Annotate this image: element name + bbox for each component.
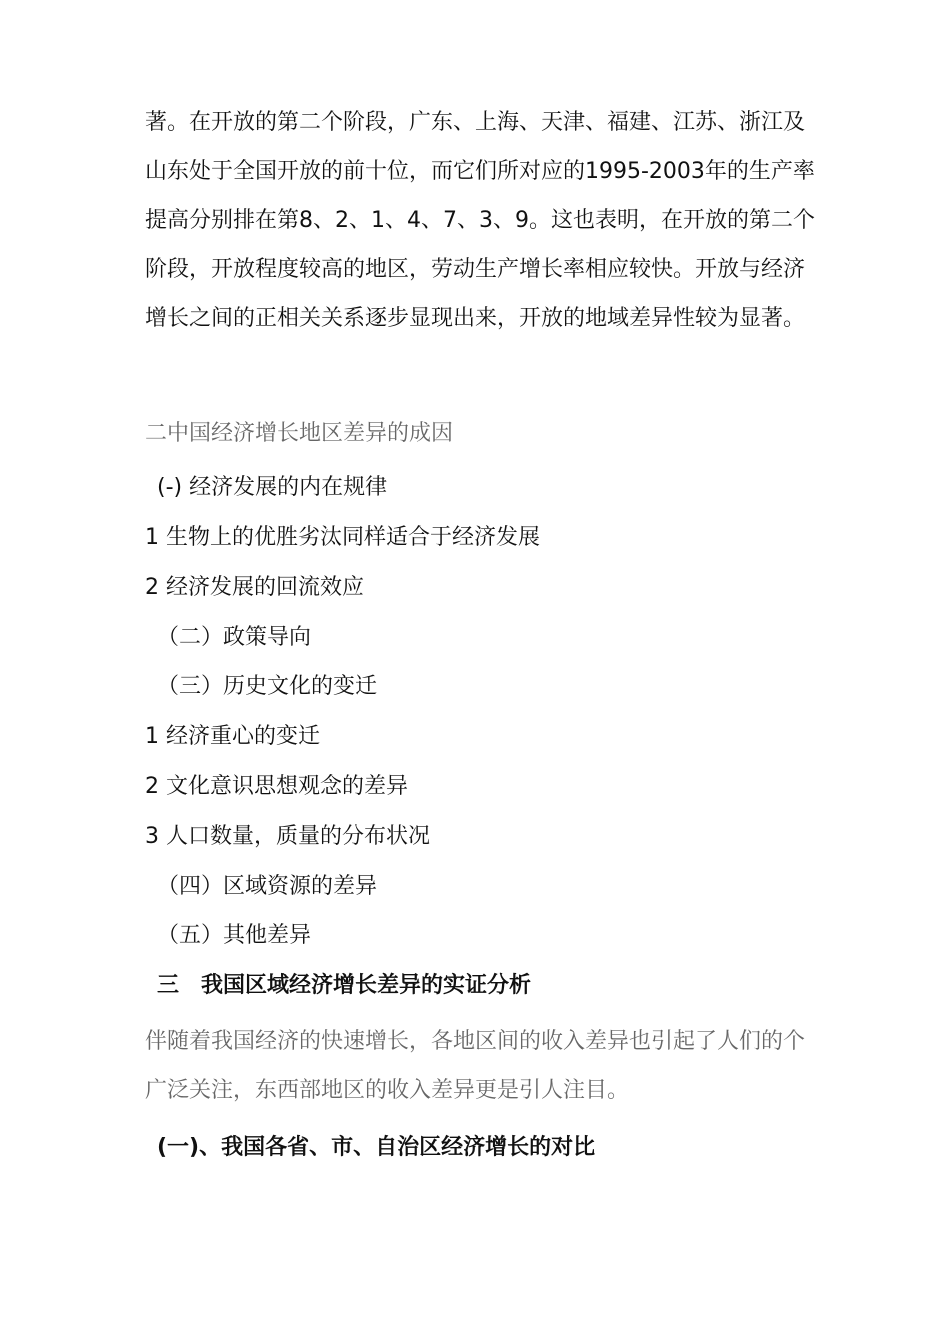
outline-item: （四）区域资源的差异 xyxy=(157,874,378,899)
section-heading: 二中国经济增长地区差异的成因 xyxy=(145,421,454,446)
outline-item: （二）政策导向 xyxy=(157,625,312,650)
subsection-heading: (一)、我国各省、市、自治区经济增长的对比 xyxy=(157,1135,596,1160)
paragraph-line: 阶段，开放程度较高的地区，劳动生产增长率相应较快。开放与经济 xyxy=(145,257,806,282)
paragraph-line: 山东处于全国开放的前十位，而它们所对应的1995-2003年的生产率 xyxy=(145,159,815,184)
paragraph-line: 著。在开放的第二个阶段，广东、上海、天津、福建、江苏、浙江及 xyxy=(145,110,806,135)
paragraph-line: 广泛关注，东西部地区的收入差异更是引人注目。 xyxy=(145,1078,630,1103)
outline-item: 3 人口数量，质量的分布状况 xyxy=(145,824,430,849)
intro-paragraph xyxy=(145,98,825,343)
outline-item: （三）历史文化的变迁 xyxy=(157,674,378,699)
outline-item: （五）其他差异 xyxy=(157,923,312,948)
paragraph-line: 增长之间的正相关关系逐步显现出来，开放的地域差异性较为显著。 xyxy=(145,306,806,331)
outline-item: 2 文化意识思想观念的差异 xyxy=(145,774,408,799)
section-heading: 三 我国区域经济增长差异的实证分析 xyxy=(157,973,532,998)
paragraph-line: 提高分别排在第8、2、1、4、7、3、9。这也表明，在开放的第二个 xyxy=(145,208,815,233)
outline-item: (-) 经济发展的内在规律 xyxy=(157,475,388,500)
outline-item: 1 经济重心的变迁 xyxy=(145,724,320,749)
outline-item: 2 经济发展的回流效应 xyxy=(145,575,364,600)
outline-item: 1 生物上的优胜劣汰同样适合于经济发展 xyxy=(145,525,540,550)
paragraph-line: 伴随着我国经济的快速增长，各地区间的收入差异也引起了人们的个 xyxy=(145,1029,806,1054)
